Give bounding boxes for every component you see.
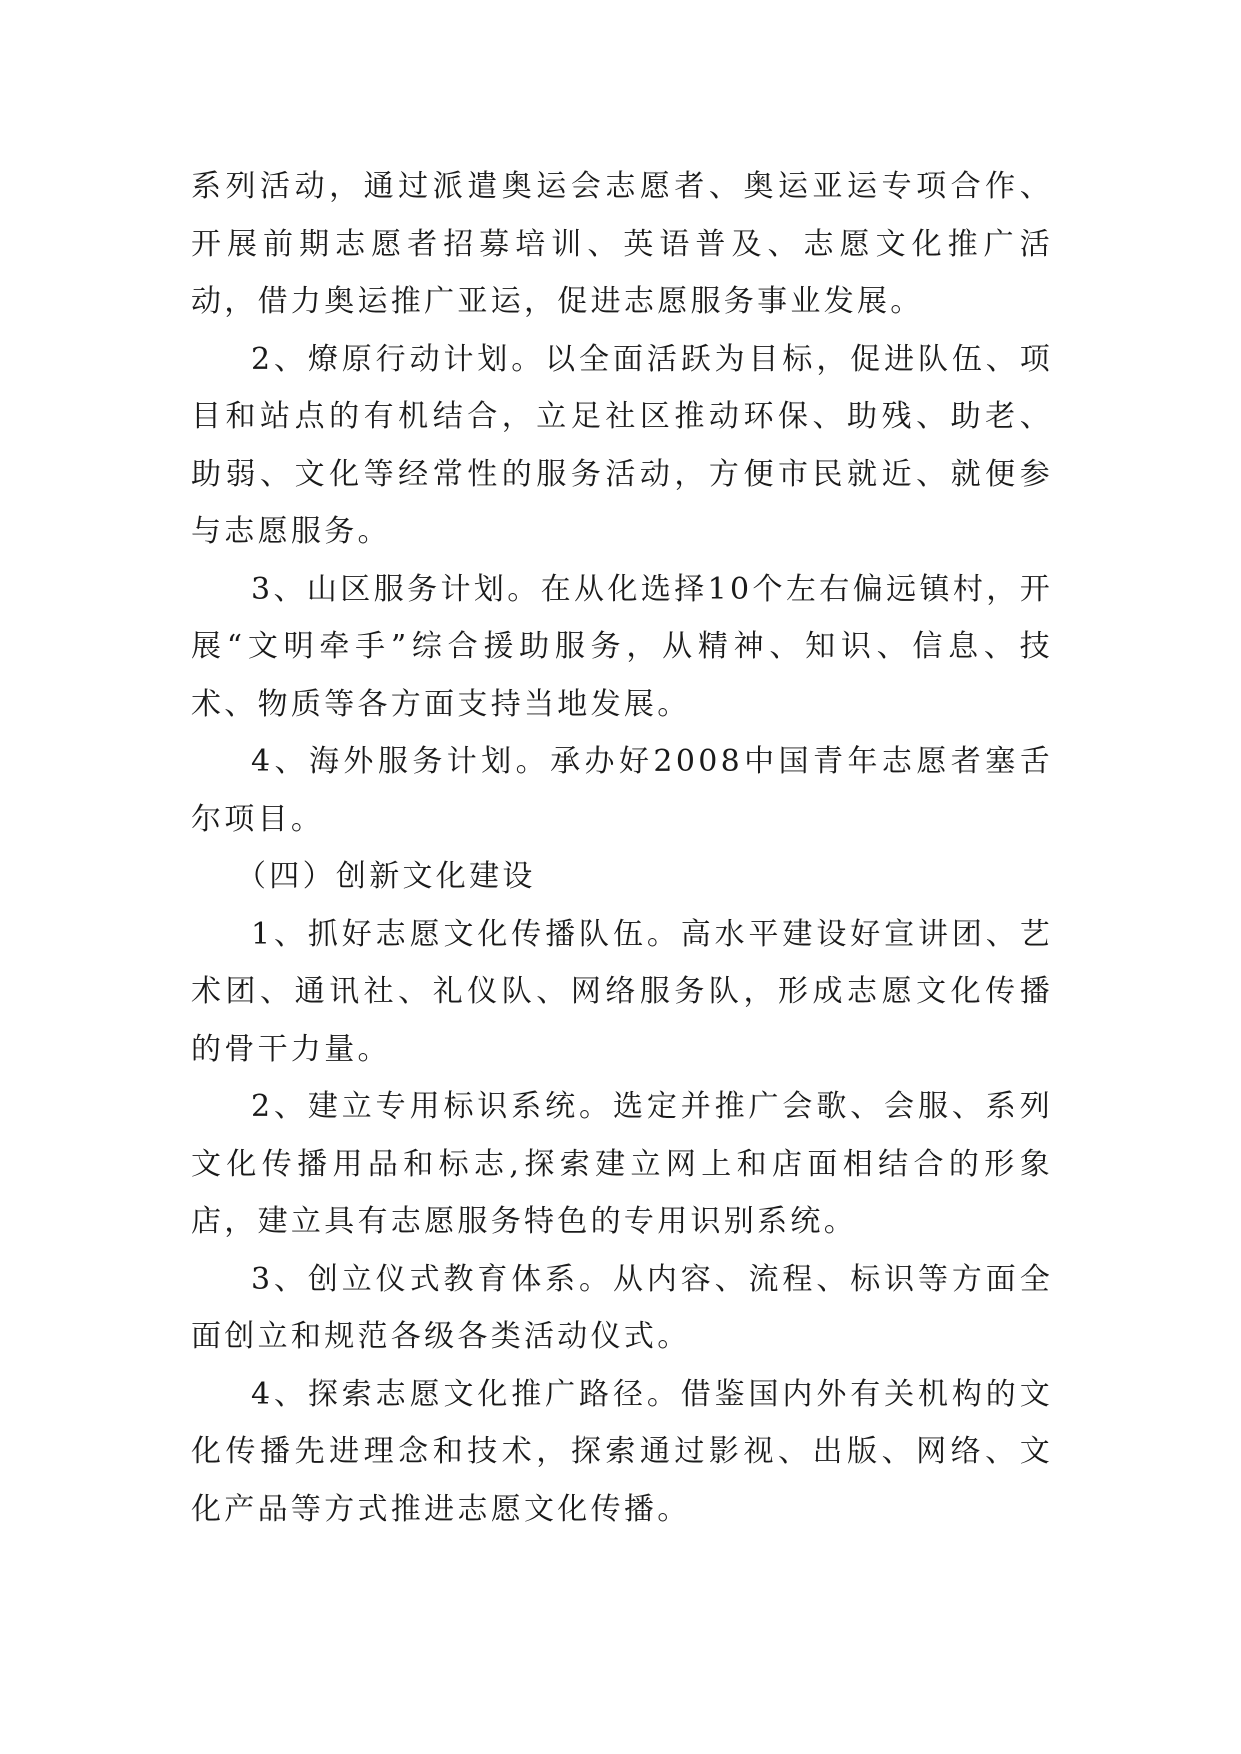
paragraph-continuation: 系列活动，通过派遣奥运会志愿者、奥运亚运专项合作、开展前期志愿者招募培训、英语普及、志愿文化推广活动，借力奥运推广亚运，促进志愿服务事业发展。	[191, 169, 1053, 319]
paragraph-mountain-service-plan: 3、山区服务计划。在从化选择10个左右偏远镇村，开展“文明牵手”综合援助服务，从精神、知识、信息、技术、物质等各方面支持当地发展。	[191, 571, 1053, 722]
paragraph-identity-system: 2、建立专用标识系统。选定并推广会歌、会服、系列文化传播用品和标志,探索建立网上和店面相结合的形象店，建立具有志愿服务特色的专用识别系统。	[191, 1089, 1053, 1239]
paragraph-culture-team: 1、抓好志愿文化传播队伍。高水平建设好宣讲团、艺术团、通讯社、礼仪队、网络服务队，形成志愿文化传播的骨干力量。	[191, 916, 1053, 1067]
paragraph-liaoyuan-plan: 2、燎原行动计划。以全面活跃为目标，促进队伍、项目和站点的有机结合，立足社区推动环保、助残、助老、助弱、文化等经常性的服务活动，方便市民就近、就便参与志愿服务。	[191, 341, 1053, 549]
paragraph-overseas-service-plan: 4、海外服务计划。承办好2008中国青年志愿者塞舌尔项目。	[191, 744, 1053, 837]
paragraph-ceremony-system: 3、创立仪式教育体系。从内容、流程、标识等方面全面创立和规范各级各类活动仪式。	[191, 1261, 1053, 1354]
paragraph-culture-promotion: 4、探索志愿文化推广路径。借鉴国内外有关机构的文化传播先进理念和技术，探索通过影视、出版、网络、文化产品等方式推进志愿文化传播。	[191, 1376, 1053, 1527]
section-heading: （四）创新文化建设	[236, 859, 536, 894]
document-body	[191, 158, 1053, 1538]
